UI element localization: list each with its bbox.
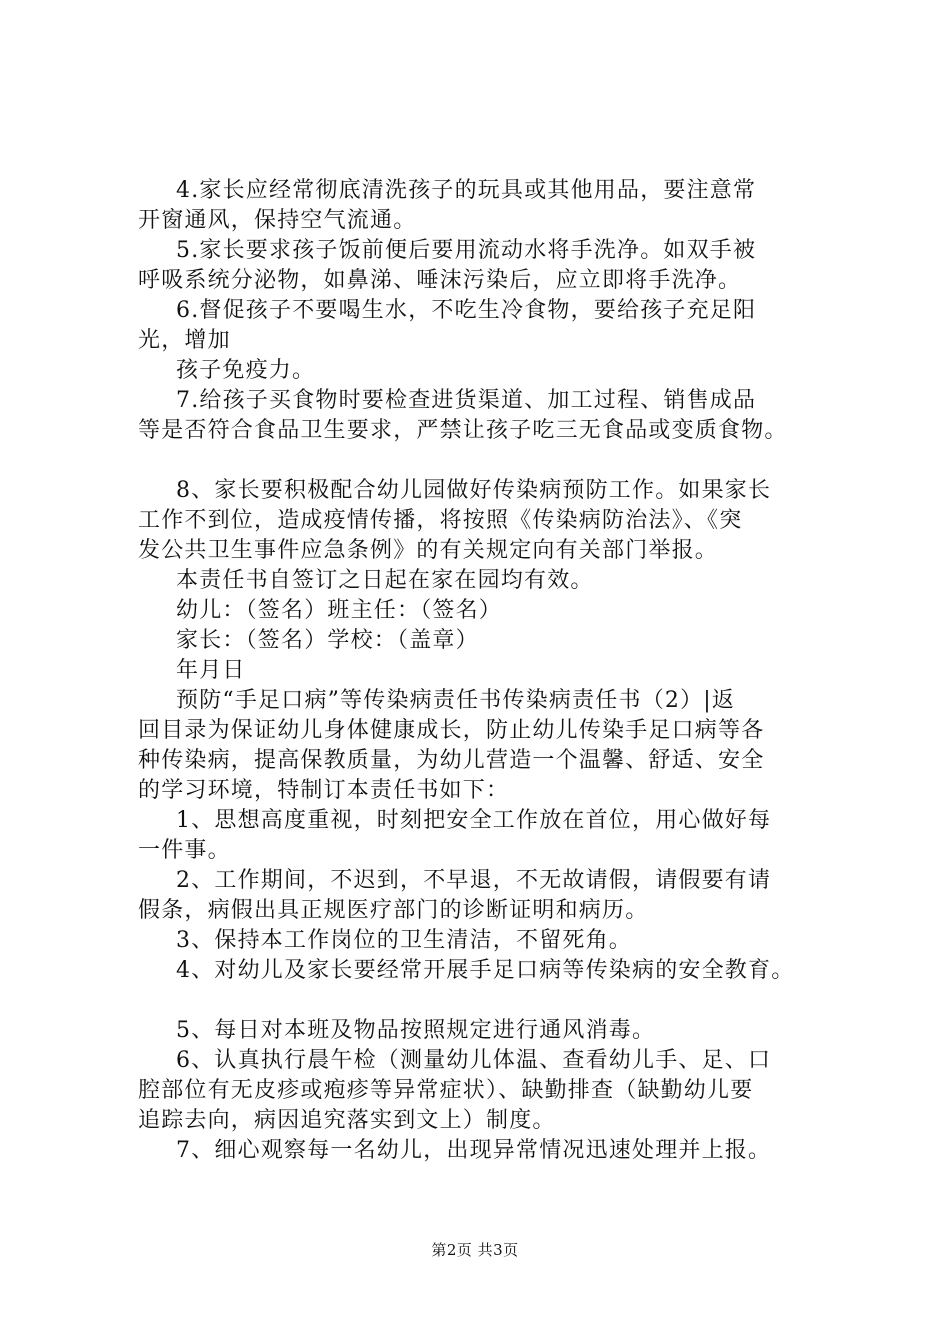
paragraph-gap (138, 986, 838, 1016)
text-line: 发公共卫生事件应急条例》的有关规定向有关部门举报。 (138, 538, 719, 563)
text-line: 2、工作期间，不迟到，不早退，不无故请假，请假要有请 (176, 868, 772, 893)
text-line: 4、对幼儿及家长要经常开展手足口病等传染病的安全教育。 (176, 958, 795, 983)
text-line: 5、每日对本班及物品按照规定进行通风消毒。 (176, 1018, 656, 1043)
text-line: 工作不到位，造成疫情传播，将按照《传染病防治法》、《突 (138, 508, 743, 533)
text-line: 等是否符合食品卫生要求，严禁让孩子吃三无食品或变质食物。 (138, 418, 788, 443)
text-line: 光，增加 (138, 328, 231, 353)
text-line: 7.给孩子买食物时要检查进货渠道、加工过程、销售成品 (176, 388, 757, 413)
paragraph-gap (138, 446, 838, 476)
text-line: 幼儿：（签名）班主任：（签名） (176, 598, 503, 623)
text-line: 回目录为保证幼儿身体健康成长，防止幼儿传染手足口病等各 (138, 718, 765, 743)
text-line: 家长：（签名）学校：（盖章） (176, 628, 479, 653)
text-line: 8、家长要积极配合幼儿园做好传染病预防工作。如果家长 (176, 478, 772, 503)
text-line: 一件事。 (138, 838, 231, 863)
text-line: 开窗通风，保持空气流通。 (138, 208, 417, 233)
text-line: 种传染病，提高保教质量，为幼儿营造一个温馨、舒适、安全 (138, 748, 765, 773)
text-line: 本责任书自签订之日起在家在园均有效。 (176, 568, 594, 593)
text-line: 呼吸系统分泌物，如鼻涕、唾沫污染后，应立即将手洗净。 (138, 268, 742, 293)
document-body (138, 176, 838, 1166)
page-footer (0, 1240, 950, 1260)
text-line: 孩子免疫力。 (176, 358, 316, 383)
text-line: 4.家长应经常彻底清洗孩子的玩具或其他用品，要注意常 (176, 178, 757, 203)
text-line: 6.督促孩子不要喝生水，不吃生冷食物，要给孩子充足阳 (176, 298, 757, 323)
text-line: 追踪去向，病因追究落实到文上）制度。 (138, 1108, 556, 1133)
text-line: 的学习环境，特制订本责任书如下： (138, 778, 510, 803)
text-line: 6、认真执行晨午检（测量幼儿体温、查看幼儿手、足、口 (176, 1048, 772, 1073)
text-line: 5.家长要求孩子饭前便后要用流动水将手洗净。如双手被 (176, 238, 757, 263)
text-line: 腔部位有无皮疹或疱疹等异常症状）、缺勤排查（缺勤幼儿要 (138, 1078, 754, 1103)
page-number: 第2页 共3页 (431, 1241, 519, 1259)
text-line: 假条，病假出具正规医疗部门的诊断证明和病历。 (138, 898, 649, 923)
text-line: 年月日 (176, 658, 246, 683)
text-line: 预防“手足口病”等传染病责任书传染病责任书（2）|返 (176, 688, 736, 713)
text-line: 1、思想高度重视，时刻把安全工作放在首位，用心做好每 (176, 808, 772, 833)
text-line: 7、细心观察每一名幼儿，出现异常情况迅速处理并上报。 (176, 1138, 772, 1163)
text-line: 3、保持本工作岗位的卫生清洁，不留死角。 (176, 928, 632, 953)
